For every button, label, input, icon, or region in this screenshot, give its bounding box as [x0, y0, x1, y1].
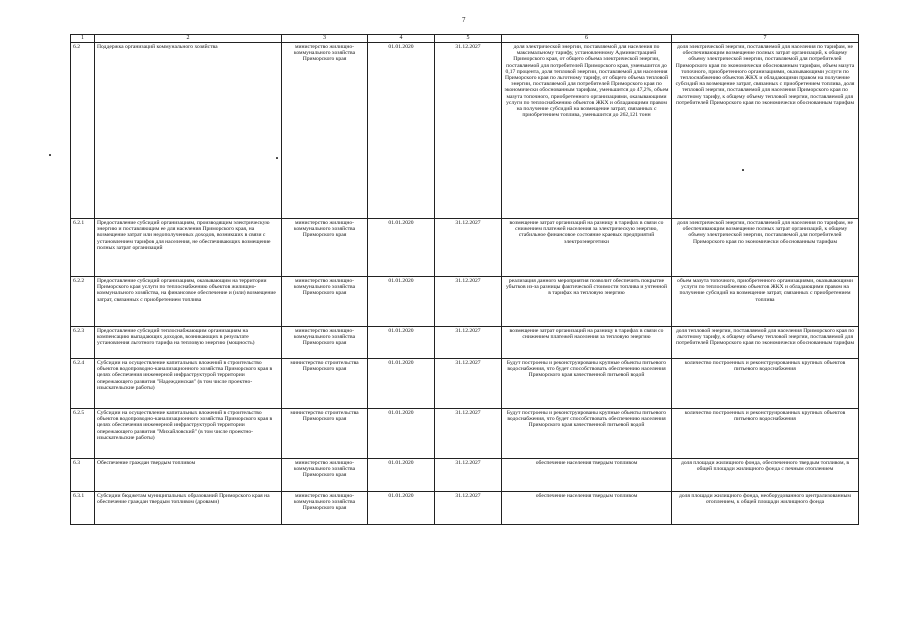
target-indicator: доля тепловой энергии, поставляемой для населения Приморского края по льготному тарифу, к общему объему тепловой энергии, поставляемой для потребителей Приморского края по экономически обоснованным тарифам — [672, 327, 859, 359]
table-row — [71, 359, 859, 409]
measure-title: Субсидии на осуществление капитальных вложений в строительство объектов водопроводно-канализационного хозяйства Приморского края в целях обеспечения инженерной инфраструктурой территории опережающего развития "Надеждинская" (в том числе проектно-изыскательские работы) — [95, 359, 282, 409]
header-cell: 5 — [435, 35, 502, 43]
header-cell: 3 — [282, 35, 368, 43]
end-date: 31.12.2027 — [435, 492, 502, 525]
table-row — [71, 327, 859, 359]
measure-number: 6.2.4 — [71, 359, 95, 409]
measure-title: Предоставление субсидий организациям, производящим электрическую энергию и поставляющим ее для населения Приморского края, на возмещение затрат или недополученных доходов, возникших в связи с установлением тарифов для населения, не обеспечивающих возмещение полных затрат организаций — [95, 219, 282, 277]
start-date: 01.01.2020 — [368, 43, 435, 219]
measure-title: Субсидии бюджетам муниципальных образований Приморского края на обеспечение граждан твердым топливом (дровами) — [95, 492, 282, 525]
header-cell: 7 — [672, 35, 859, 43]
measure-number: 6.3.1 — [71, 492, 95, 525]
end-date: 31.12.2027 — [435, 359, 502, 409]
responsible-executor: министерство жилищно-коммунального хозяйства Приморского края — [282, 492, 368, 525]
measure-title: Субсидии на осуществление капитальных вложений в строительство объектов водопроводно-канализационного хозяйства Приморского края в целях обеспечения инженерной инфраструктурой территории опережающего развития "Михайловский" (в том числе проектно-изыскательские работы) — [95, 409, 282, 459]
end-date: 31.12.2027 — [435, 409, 502, 459]
measure-number: 6.3 — [71, 459, 95, 492]
responsible-executor: министерство жилищно-коммунального хозяйства Приморского края — [282, 219, 368, 277]
measure-title: Поддержка организаций коммунального хозяйства — [95, 43, 282, 219]
measure-number: 6.2 — [71, 43, 95, 219]
expected-result: Будут построены и реконструированы крупные объекты питьевого водоснабжения, что будет способствовать обеспечению населения Приморского края качественной питьевой водой — [502, 359, 672, 409]
target-indicator: доля площади жилищного фонда, необорудованного централизованным отоплением, к общей площади жилищного фонда — [672, 492, 859, 525]
responsible-executor: министерство жилищно-коммунального хозяйства Приморского края — [282, 459, 368, 492]
measure-number: 6.2.3 — [71, 327, 95, 359]
program-measures-table — [70, 34, 859, 525]
expected-result: обеспечение населения твердым топливом — [502, 492, 672, 525]
header-cell: 2 — [95, 35, 282, 43]
expected-result: доля электрической энергии, поставляемой для населения по максимальному тарифу, установленному Администрацией Приморского края, от общего объема электрической энергии, поставляемой для потребителей Приморского края, уменьшится до 0,17 процента, доля тепловой энергии, поставляемой для населения Приморского края по льготному тарифу, от общего объема тепловой энергии, поставляемой для потребителей Приморского края по экономически обоснованным тарифам, уменьшится до 47,2%, объем мазута топочного, приобретенного организациями, оказывающими услуги по теплоснабжению объектов ЖКХ и обладающими правом на получение субсидий на возмещение затрат, связанных с приобретением топлива, уменьшится до 262,121 тонн — [502, 43, 672, 219]
measure-number: 6.2.1 — [71, 219, 95, 277]
end-date: 31.12.2027 — [435, 43, 502, 219]
measure-number: 6.2.5 — [71, 409, 95, 459]
header-cell: 6 — [502, 35, 672, 43]
scan-speck — [49, 154, 51, 156]
responsible-executor: министерство жилищно-коммунального хозяйства Приморского края — [282, 327, 368, 359]
end-date: 31.12.2027 — [435, 327, 502, 359]
table-row — [71, 459, 859, 492]
expected-result: обеспечение населения твердым топливом — [502, 459, 672, 492]
start-date: 01.01.2020 — [368, 219, 435, 277]
table-row — [71, 219, 859, 277]
responsible-executor: министерство жилищно-коммунального хозяйства Приморского края — [282, 277, 368, 327]
responsible-executor: министерство строительства Приморского края — [282, 409, 368, 459]
start-date: 01.01.2020 — [368, 459, 435, 492]
table-row — [71, 43, 859, 219]
measure-number: 6.2.2 — [71, 277, 95, 327]
target-indicator: доля площади жилищного фонда, обеспеченного твердым топливом, в общей площади жилищного фонда с печным отоплением — [672, 459, 859, 492]
end-date: 31.12.2027 — [435, 459, 502, 492]
column-number-header-row — [71, 35, 859, 43]
measure-title: Предоставление субсидий организациям, оказывающим на территории Приморского края услуги по теплоснабжению объектов жилищно-коммунального хозяйства, на финансовое обеспечение и (или) возмещение затрат, связанных с приобретением топлива — [95, 277, 282, 327]
target-indicator: объем мазута топочного, приобретенного организациями, оказывающими услуги по теплоснабжению объектов ЖКХ и обладающими правом на получение субсидий на возмещение затрат, связанных с приобретением топлива — [672, 277, 859, 327]
expected-result: возмещение затрат организаций на разницу в тарифах в связи со снижением платежей населения за электрическую энергию, стабильное финансовое состояние краевых предприятий электроэнергетики — [502, 219, 672, 277]
measure-title: Предоставление субсидий теплоснабжающим организациям на компенсацию выпадающих доходов, возникающих в результате установления льготного тарифа на тепловую энергию (мощность) — [95, 327, 282, 359]
responsible-executor: министерство строительства Приморского края — [282, 359, 368, 409]
end-date: 31.12.2027 — [435, 219, 502, 277]
table-row — [71, 277, 859, 327]
start-date: 01.01.2020 — [368, 327, 435, 359]
target-indicator: количество построенных и реконструированных крупных объектов питьевого водоснабжения — [672, 409, 859, 459]
end-date: 31.12.2027 — [435, 277, 502, 327]
target-indicator: доля электрической энергии, поставляемой для населения по тарифам, не обеспечивающим возмещение полных затрат организаций, к общему объему электрической энергии, поставляемой для потребителей Приморского края по экономически обоснованным тарифам — [672, 219, 859, 277]
table-row — [71, 492, 859, 525]
page-number: 7 — [462, 16, 466, 24]
header-cell: 1 — [71, 35, 95, 43]
expected-result: Будут построены и реконструированы крупные объекты питьевого водоснабжения, что будет способствовать обеспечению населения Приморского края качественной питьевой водой — [502, 409, 672, 459]
expected-result: реализация данного мероприятия позволит обеспечить покрытие убытков из-за разницы фактической стоимости топлива и учтенной в тарифах на тепловую энергию — [502, 277, 672, 327]
target-indicator: количество построенных и реконструированных крупных объектов питьевого водоснабжения — [672, 359, 859, 409]
table-row — [71, 409, 859, 459]
start-date: 01.01.2020 — [368, 409, 435, 459]
start-date: 01.01.2020 — [368, 492, 435, 525]
measure-title: Обеспечение граждан твердым топливом — [95, 459, 282, 492]
header-cell: 4 — [368, 35, 435, 43]
start-date: 01.01.2020 — [368, 277, 435, 327]
target-indicator: доля электрической энергии, поставляемой для населения по тарифам, не обеспечивающим возмещение полных затрат организаций, к общему объему электрической энергии, поставляемой для потребителей Приморского края по экономически обоснованным тарифам, объем мазута топочного, приобретенного организациями, оказывающими услуги по теплоснабжению объектов ЖКХ и обладающими правом на получение субсидий на возмещение затрат, связанных с приобретением топлива, доля тепловой энергии, поставляемой для населения Приморского края по льготному тарифу, к общему объему тепловой энергии, поставляемой для потребителей Приморского края по экономически обоснованным тарифам — [672, 43, 859, 219]
responsible-executor: министерство жилищно-коммунального хозяйства Приморского края — [282, 43, 368, 219]
start-date: 01.01.2020 — [368, 359, 435, 409]
expected-result: возмещение затрат организаций на разницу в тарифах в связи со снижением платежей населения за тепловую энергию — [502, 327, 672, 359]
